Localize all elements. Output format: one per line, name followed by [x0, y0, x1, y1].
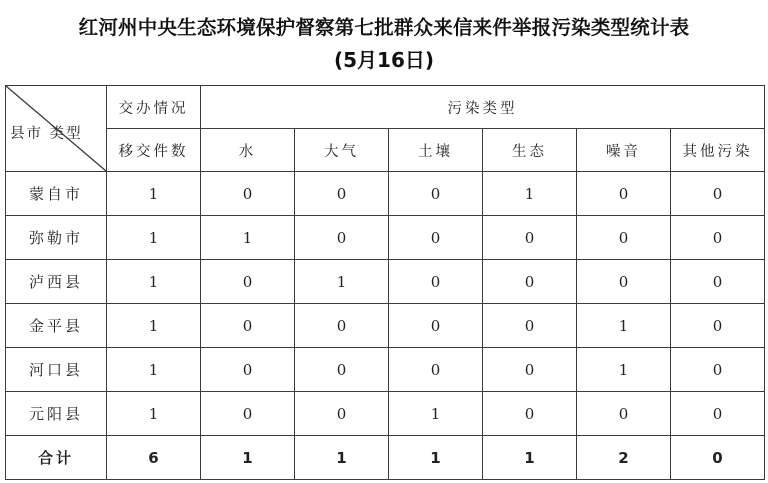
ecology-count: 0 [483, 260, 577, 304]
type-header-water: 水 [201, 129, 295, 172]
table-row [6, 260, 765, 304]
total-transferred-count: 6 [107, 436, 201, 480]
air-count: 0 [295, 304, 389, 348]
transferred-count: 1 [107, 392, 201, 436]
air-count: 0 [295, 216, 389, 260]
type-header-soil: 土壤 [389, 129, 483, 172]
county-name: 泸西县 [6, 260, 107, 304]
county-type-label: 县市 类型 [10, 126, 83, 142]
total-other-count: 0 [671, 436, 765, 480]
water-count: 0 [201, 304, 295, 348]
noise-count: 0 [577, 260, 671, 304]
county-name: 元阳县 [6, 392, 107, 436]
county-name: 河口县 [6, 348, 107, 392]
other-count: 0 [671, 304, 765, 348]
noise-count: 0 [577, 172, 671, 216]
air-count: 0 [295, 172, 389, 216]
ecology-count: 0 [483, 392, 577, 436]
transferred-count: 1 [107, 304, 201, 348]
handover-situation-header: 交办情况 [107, 86, 201, 129]
other-count: 0 [671, 172, 765, 216]
water-count: 0 [201, 172, 295, 216]
soil-count: 0 [389, 304, 483, 348]
ecology-count: 0 [483, 216, 577, 260]
table-row [6, 172, 765, 216]
water-count: 0 [201, 260, 295, 304]
air-count: 1 [295, 260, 389, 304]
type-header-ecology: 生态 [483, 129, 577, 172]
noise-count: 1 [577, 304, 671, 348]
other-count: 0 [671, 392, 765, 436]
transferred-count: 1 [107, 216, 201, 260]
table-date: (5月16日) [333, 48, 435, 72]
transferred-count: 1 [107, 260, 201, 304]
total-label: 合计 [6, 436, 107, 480]
type-header-air: 大气 [295, 129, 389, 172]
noise-count: 0 [577, 392, 671, 436]
soil-count: 0 [389, 348, 483, 392]
table-title: 红河州中央生态环境保护督察第七批群众来信来件举报污染类型统计表 [78, 16, 690, 39]
table-row [6, 216, 765, 260]
water-count: 0 [201, 392, 295, 436]
water-count: 0 [201, 348, 295, 392]
air-count: 0 [295, 348, 389, 392]
soil-count: 0 [389, 172, 483, 216]
county-name: 弥勒市 [6, 216, 107, 260]
type-header-other: 其他污染 [671, 129, 765, 172]
total-air-count: 1 [295, 436, 389, 480]
corner-header-cell [6, 86, 107, 172]
soil-count: 0 [389, 216, 483, 260]
total-water-count: 1 [201, 436, 295, 480]
county-name: 蒙自市 [6, 172, 107, 216]
pollution-type-header: 污染类型 [201, 86, 765, 129]
table-row [6, 392, 765, 436]
total-noise-count: 2 [577, 436, 671, 480]
county-name: 金平县 [6, 304, 107, 348]
total-soil-count: 1 [389, 436, 483, 480]
transferred-count-header: 移交件数 [107, 129, 201, 172]
other-count: 0 [671, 348, 765, 392]
pollution-statistics-table [5, 85, 765, 480]
soil-count: 1 [389, 392, 483, 436]
transferred-count: 1 [107, 348, 201, 392]
water-count: 1 [201, 216, 295, 260]
noise-count: 1 [577, 348, 671, 392]
ecology-count: 0 [483, 348, 577, 392]
ecology-count: 1 [483, 172, 577, 216]
total-row [6, 436, 765, 480]
other-count: 0 [671, 260, 765, 304]
transferred-count: 1 [107, 172, 201, 216]
total-ecology-count: 1 [483, 436, 577, 480]
table-row [6, 348, 765, 392]
air-count: 0 [295, 392, 389, 436]
noise-count: 0 [577, 216, 671, 260]
table-row [6, 304, 765, 348]
soil-count: 0 [389, 260, 483, 304]
other-count: 0 [671, 216, 765, 260]
ecology-count: 0 [483, 304, 577, 348]
type-header-noise: 噪音 [577, 129, 671, 172]
